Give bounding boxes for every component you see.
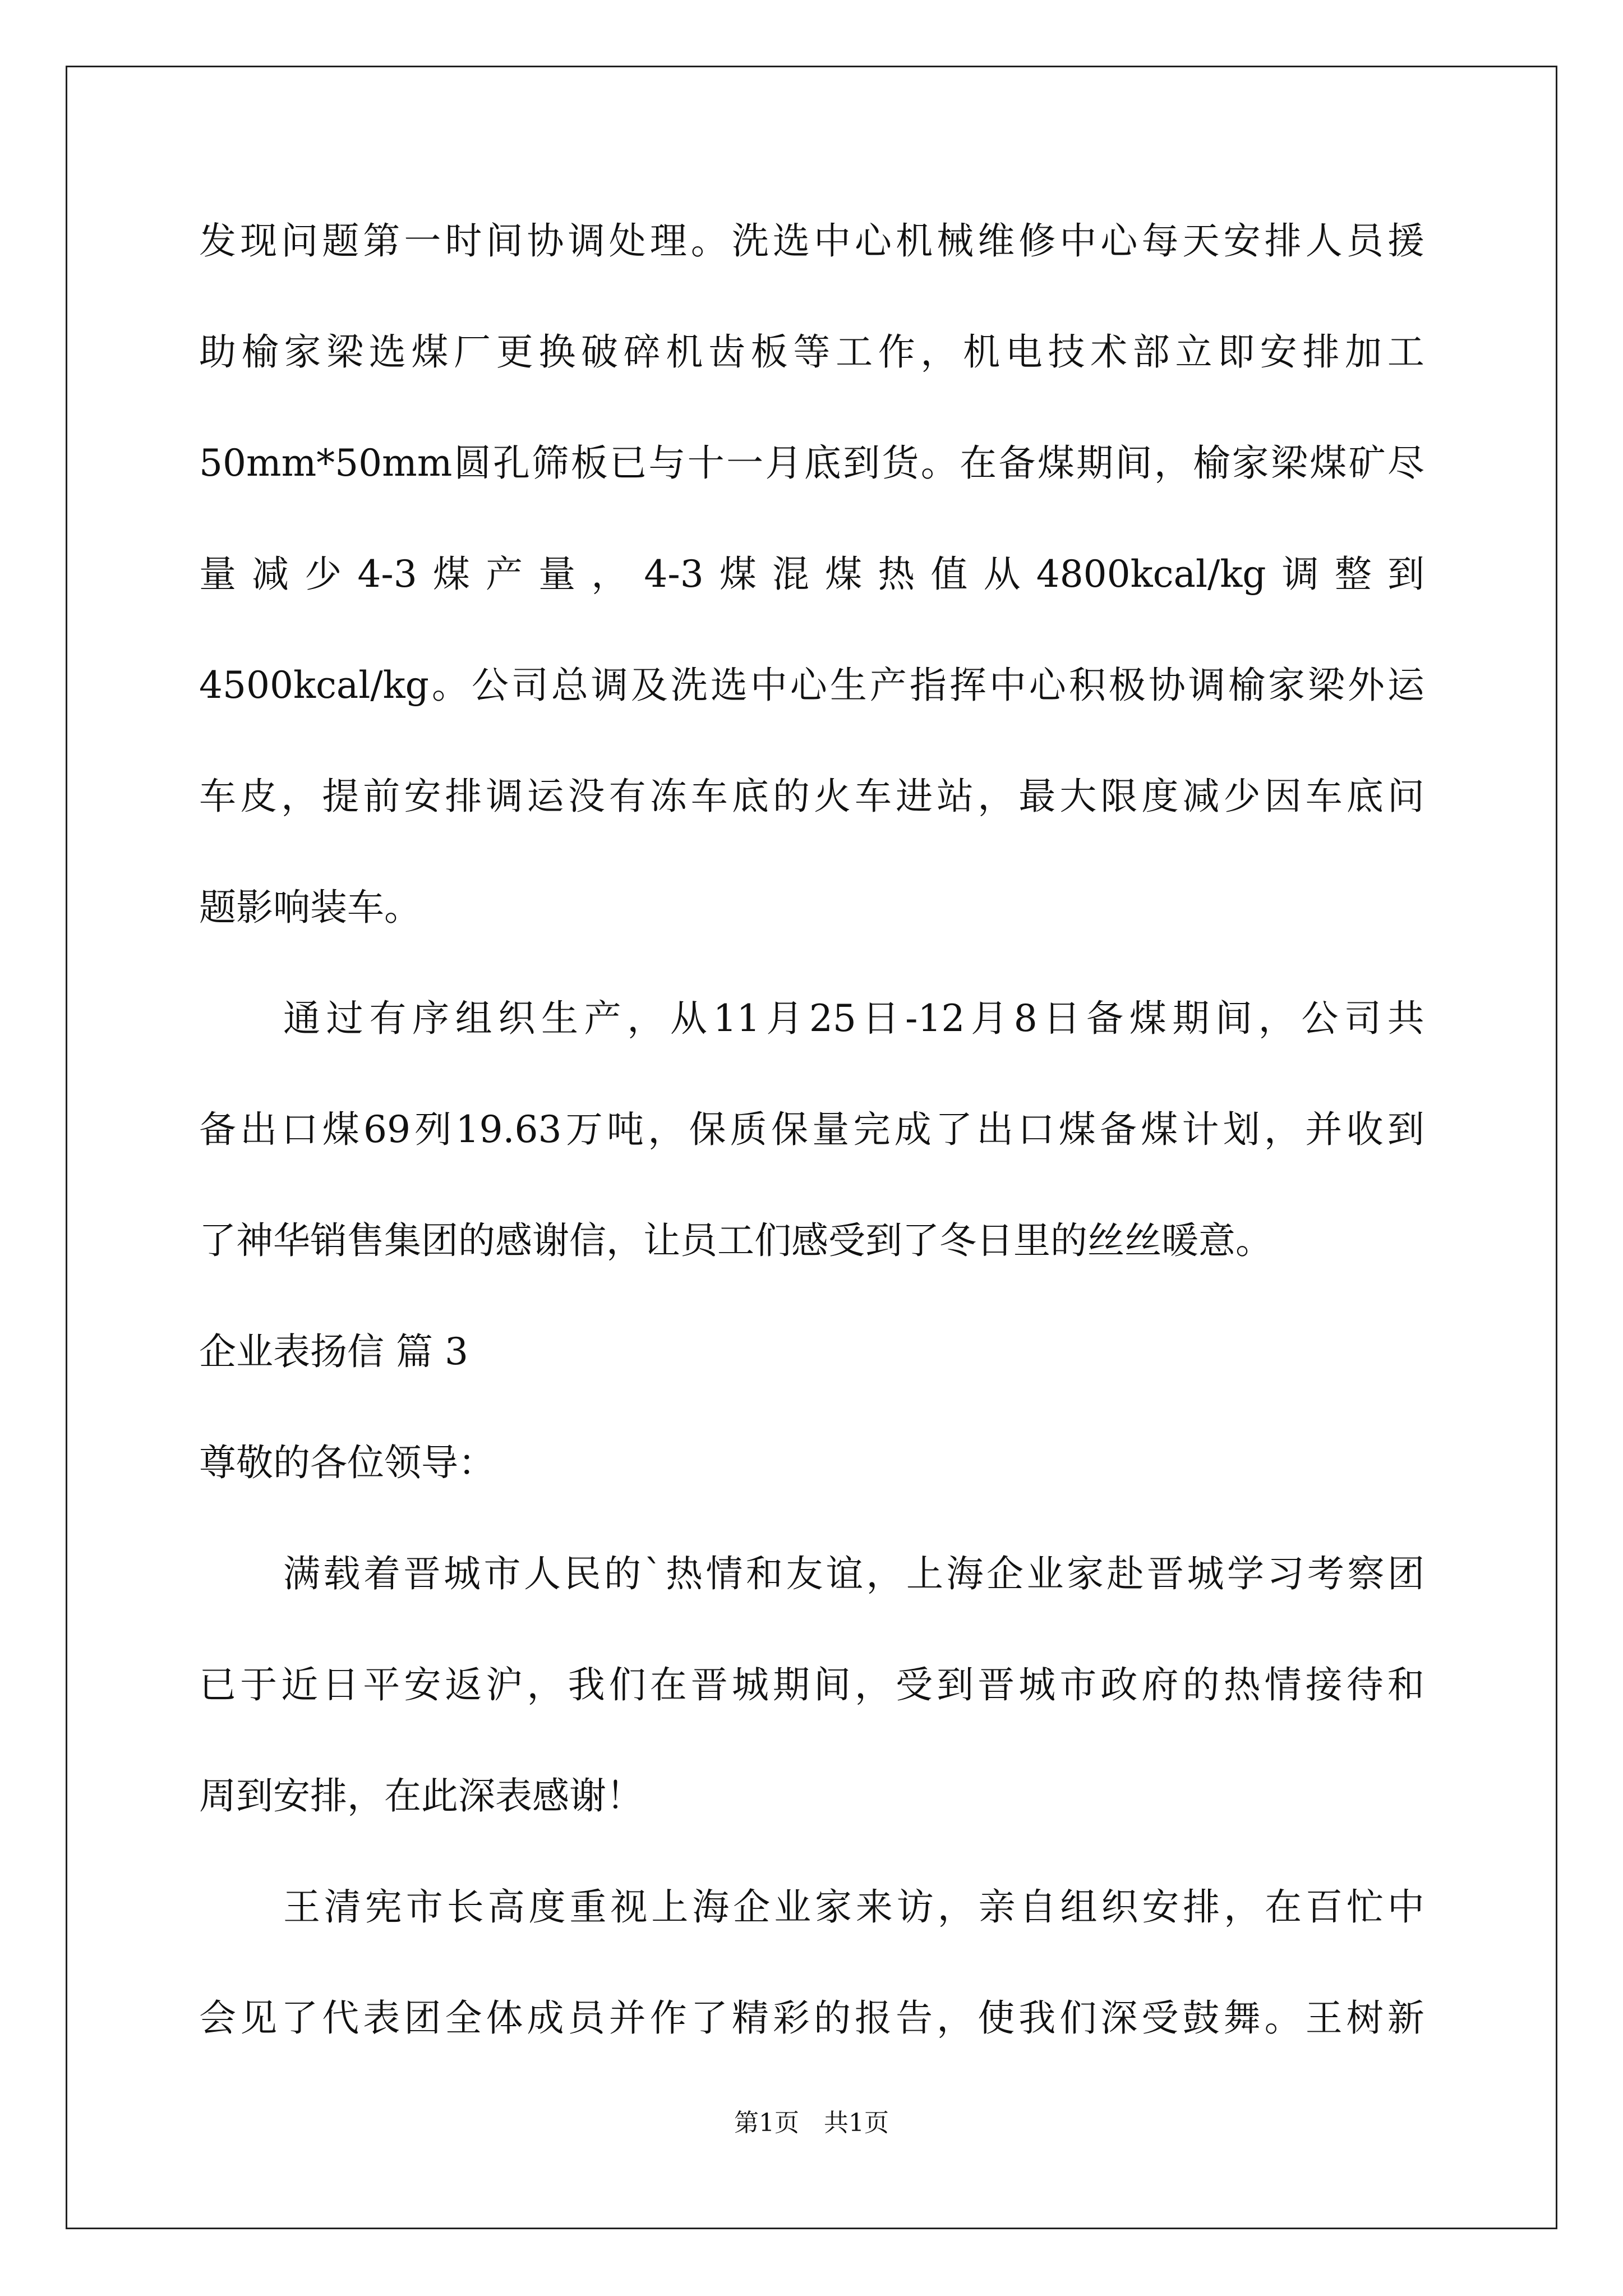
page-number: 第1页 共1页: [734, 2109, 889, 2137]
text-line: 题影响装车。: [199, 886, 421, 929]
text-line: 周到安排，在此深表感谢！: [199, 1774, 643, 1818]
text-line: 50mm*50mm 圆 孔 筛 板 已 与 十 一 月 底 到 货 。 在 备 煤 期 间 ， 榆 家 梁 煤 矿 尽: [199, 441, 1424, 485]
text-line: 会 见 了 代 表 团 全 体 成 员 并 作 了 精 彩 的 报 告 ， 使 我 们 深 受 鼓 舞 。 王 树 新: [199, 1996, 1424, 2040]
document-body: [199, 213, 1424, 2101]
paragraph-first-line: 通 过 有 序 组 织 生 产 ， 从 11 月 25 日 -12 月 8 日 备 煤 期 间 ， 公 司 共: [283, 997, 1424, 1040]
text-line: 助 榆 家 梁 选 煤 厂 更 换 破 碎 机 齿 板 等 工 作 ， 机 电 技 术 部 立 即 安 排 加 工: [199, 330, 1424, 374]
text-line: 量 减 少 4-3 煤 产 量 ， 4-3 煤 混 煤 热 值 从 4800kcal/kg 调 整 到: [199, 553, 1424, 596]
text-line: 4500kcal/kg 。 公 司 总 调 及 洗 选 中 心 生 产 指 挥 中 心 积 极 协 调 榆 家 梁 外 运: [199, 664, 1424, 707]
salutation: 尊敬的各位领导：: [199, 1441, 495, 1484]
text-line: 车 皮 ， 提 前 安 排 调 运 没 有 冻 车 底 的 火 车 进 站 ， 最 大 限 度 减 少 因 车 底 问: [199, 775, 1424, 818]
text-line: 发 现 问 题 第 一 时 间 协 调 处 理 。 洗 选 中 心 机 械 维 修 中 心 每 天 安 排 人 员 援: [199, 219, 1424, 263]
paragraph-first-line: 王 清 宪 市 长 高 度 重 视 上 海 企 业 家 来 访 ， 亲 自 组 织 安 排 ， 在 百 忙 中: [283, 1885, 1424, 1929]
text-line: 已 于 近 日 平 安 返 沪 ， 我 们 在 晋 城 期 间 ， 受 到 晋 城 市 政 府 的 热 情 接 待 和: [199, 1663, 1424, 1706]
text-line: 了神华销售集团的感谢信，让员工们感受到了冬日里的丝丝暖意。: [199, 1219, 1272, 1262]
section-heading: 企业表扬信 篇 3: [199, 1330, 468, 1373]
paragraph-first-line: 满 载 着 晋 城 市 人 民 的 ` 热 情 和 友 谊 ， 上 海 企 业 家 赴 晋 城 学 习 考 察 团: [283, 1552, 1424, 1595]
text-line: 备 出 口 煤 69 列 19.63 万 吨 ， 保 质 保 量 完 成 了 出 口 煤 备 煤 计 划 ， 并 收 到: [199, 1108, 1424, 1151]
